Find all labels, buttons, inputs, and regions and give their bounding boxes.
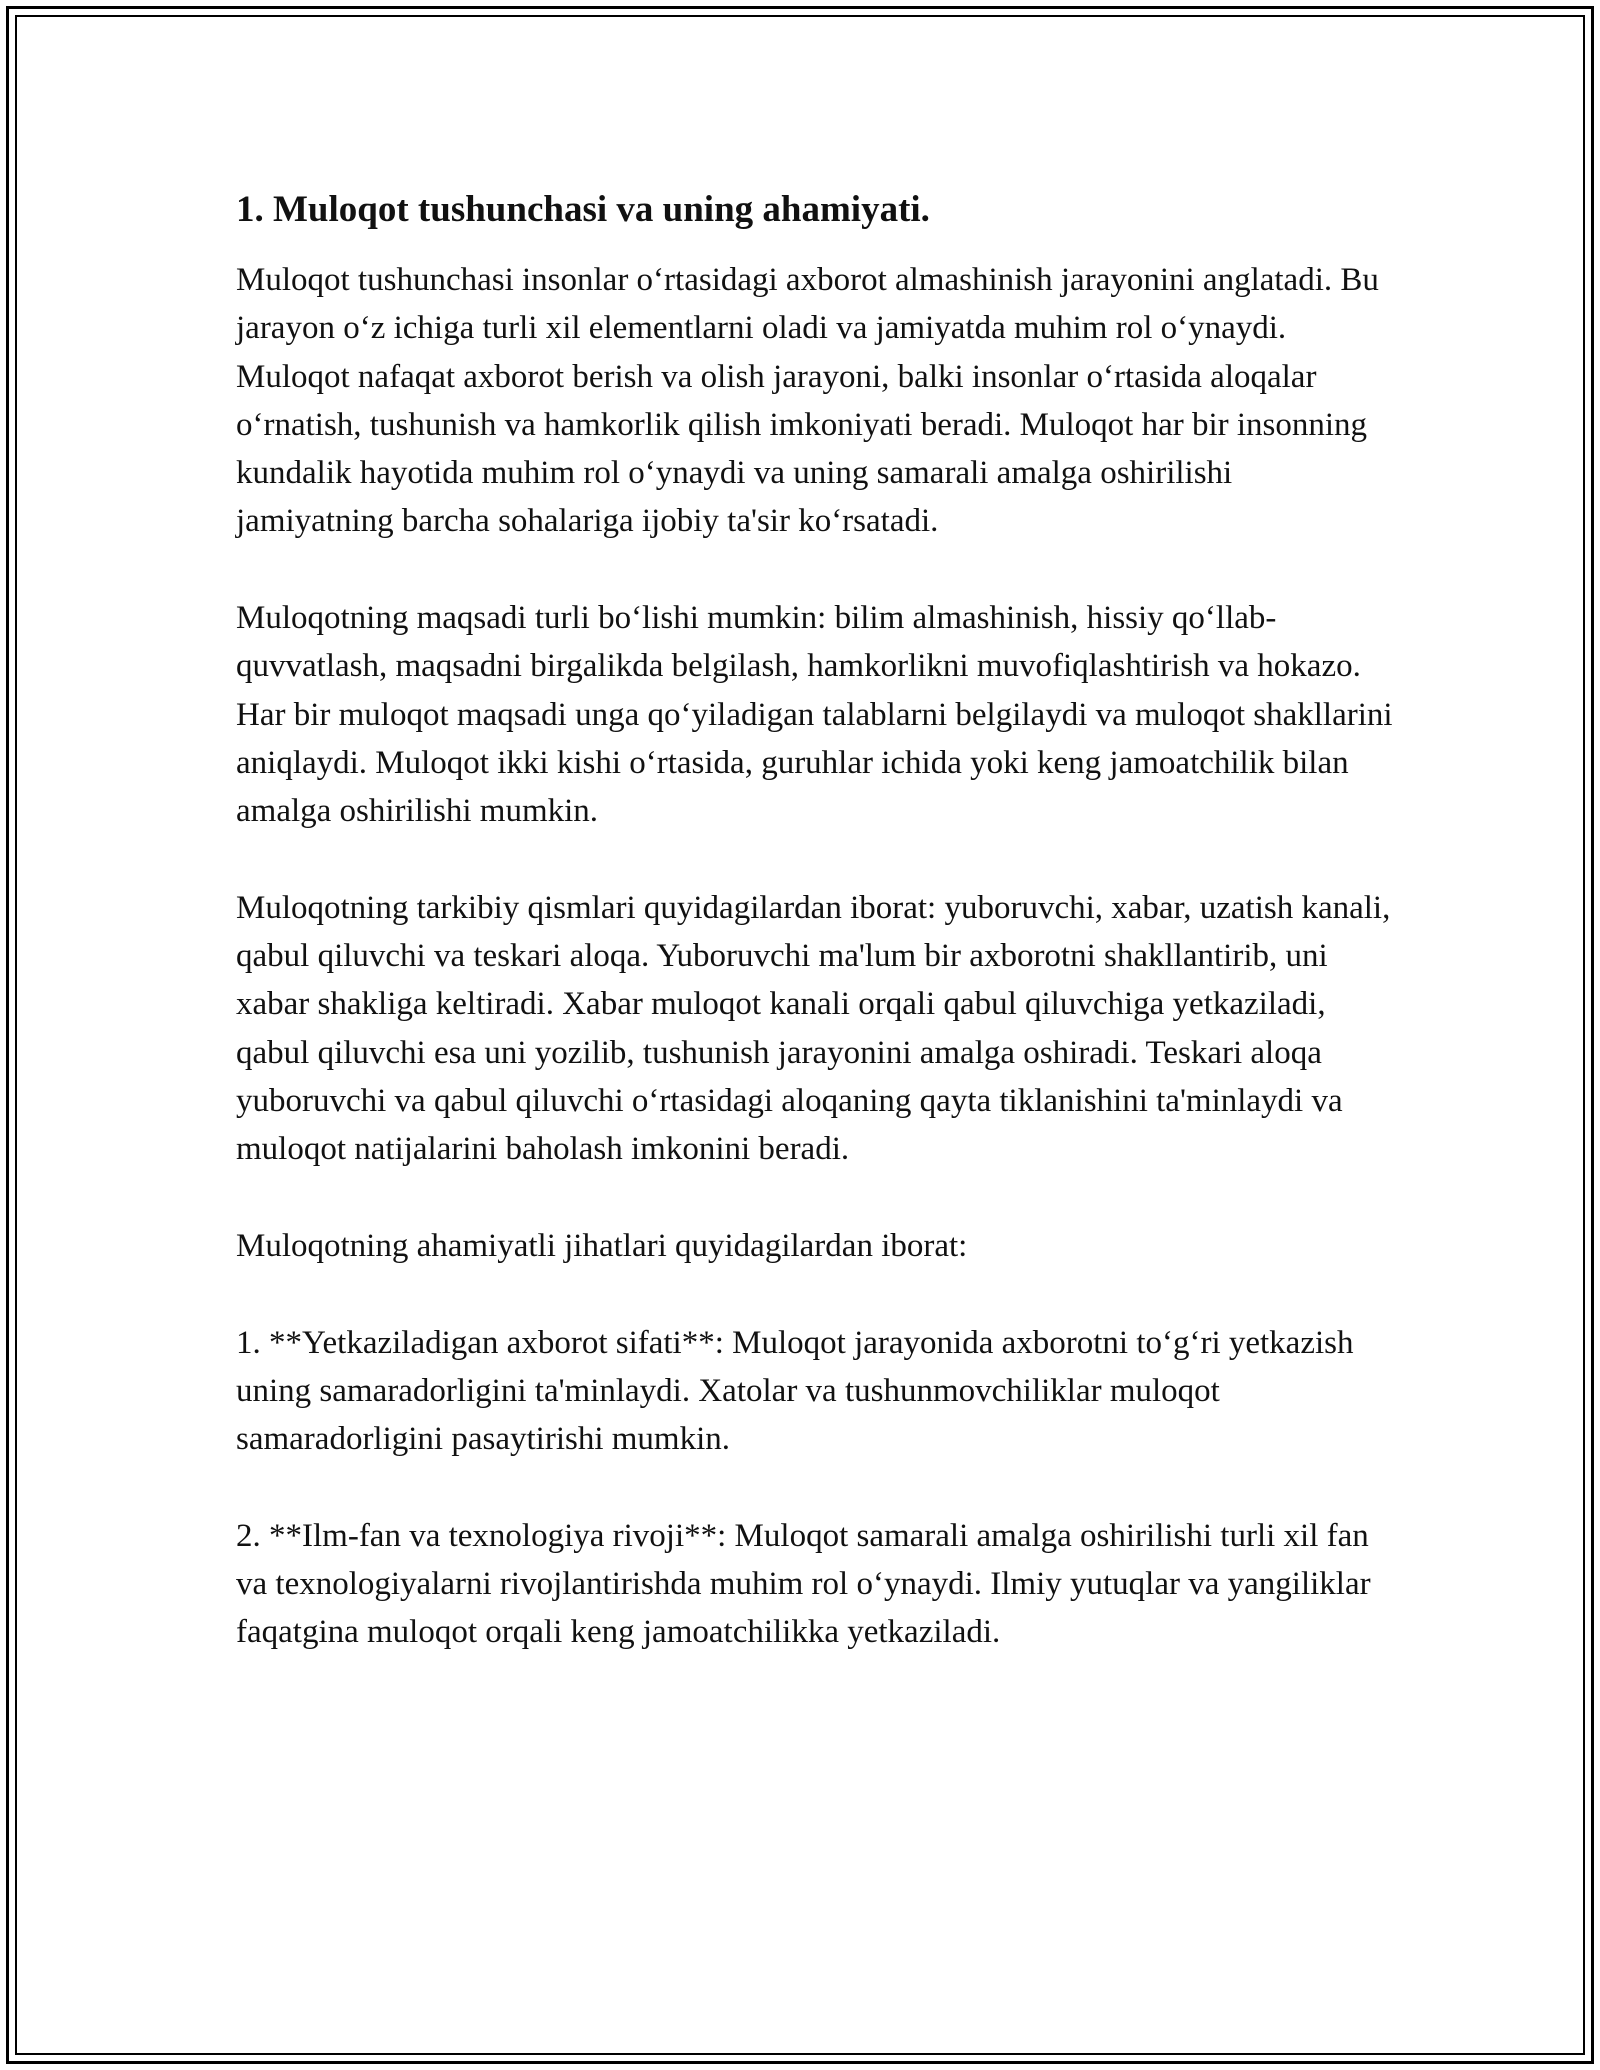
- list-item-1: 1. **Yetkaziladigan axborot sifati**: Muloqot jarayonida axborotni to‘g‘ri yetkazish uning samaradorligini ta'minlaydi. Xatolar va tushunmovchiliklar muloqot samaradorligini pasaytirishi mumkin.: [236, 1324, 1354, 1458]
- document-body: [236, 186, 1396, 1657]
- section-heading: 1. Muloqot tushunchasi va uning ahamiyati.: [236, 189, 930, 230]
- paragraph-purpose: Muloqotning maqsadi turli bo‘lishi mumkin: bilim almashinish, hissiy qo‘llab-quvvatlash, maqsadni birgalikda belgilash, hamkorlikni muvofiqlashtirish va hokazo. Har bir muloqot maqsadi unga qo‘yiladigan talablarni belgilaydi va muloqot shakllarini aniqlaydi. Muloqot ikki kishi o‘rtasida, guruhlar ichida yoki keng jamoatchilik bilan amalga oshirilishi mumkin.: [236, 600, 1393, 830]
- paragraph-components: Muloqotning tarkibiy qismlari quyidagilardan iborat: yuboruvchi, xabar, uzatish kanali, qabul qiluvchi va teskari aloqa. Yuboruvchi ma'lum bir axborotni shakllantirib, uni xabar shakliga keltiradi. Xabar muloqot kanali orqali qabul qiluvchiga yetkaziladi, qabul qiluvchi esa uni yozilib, tushunish jarayonini amalga oshiradi. Teskari aloqa yuboruvchi va qabul qiluvchi o‘rtasidagi aloqaning qayta tiklanishini ta'minlaydi va muloqot natijalarini baholash imkonini beradi.: [236, 889, 1391, 1168]
- list-item-2: 2. **Ilm-fan va texnologiya rivoji**: Muloqot samarali amalga oshirilishi turli xil fan va texnologiyalarni rivojlantirishda muhim rol o‘ynaydi. Ilmiy yutuqlar va yangiliklar faqatgina muloqot orqali keng jamoatchilikka yetkaziladi.: [236, 1517, 1371, 1651]
- paragraph-importance-intro: Muloqotning ahamiyatli jihatlari quyidagilardan iborat:: [236, 1227, 968, 1264]
- paragraph-definition: Muloqot tushunchasi insonlar o‘rtasidagi axborot almashinish jarayonini anglatadi. Bu jarayon o‘z ichiga turli xil elementlarni oladi va jamiyatda muhim rol o‘ynaydi. Muloqot nafaqat axborot berish va olish jarayoni, balki insonlar o‘rtasida aloqalar o‘rnatish, tushunish va hamkorlik qilish imkoniyati beradi. Muloqot har bir insonning kundalik hayotida muhim rol o‘ynaydi va uning samarali amalga oshirilishi jamiyatning barcha sohalariga ijobiy ta'sir ko‘rsatadi.: [236, 262, 1379, 540]
